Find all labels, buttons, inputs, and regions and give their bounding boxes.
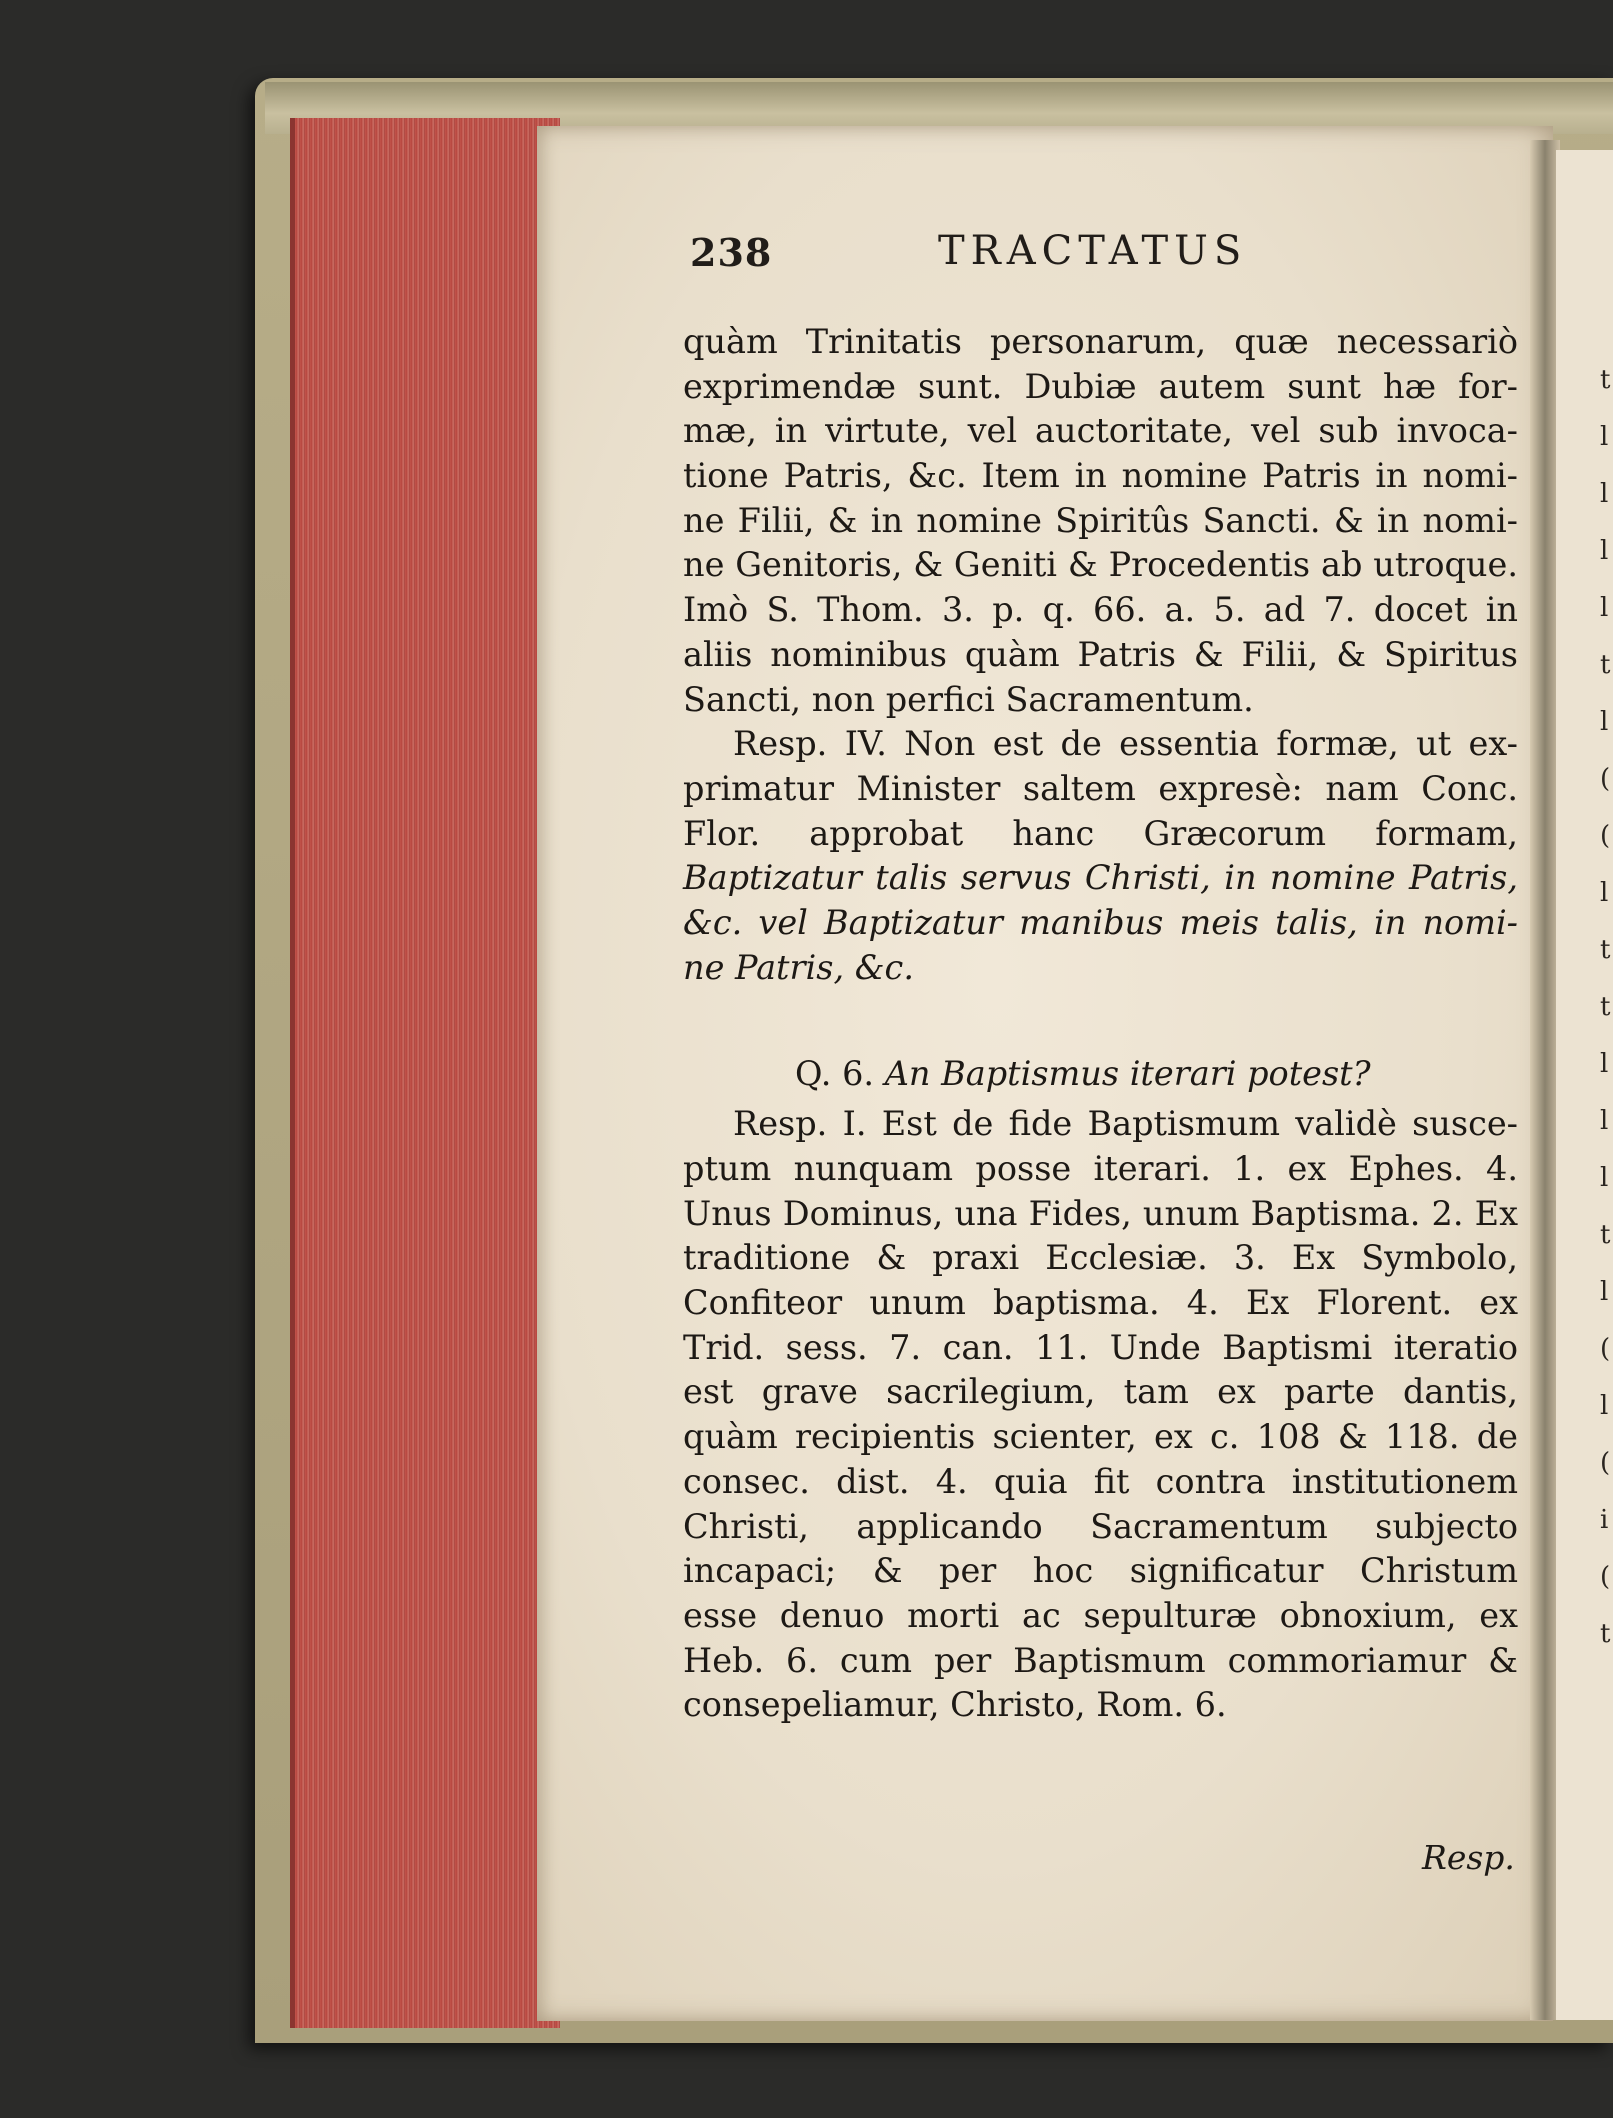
text-line: esse denuo morti ac sepulturæ obnoxium, ex [683,1595,1518,1635]
text-line: traditione & praxi Ecclesiæ. 3. Ex Symbolo, [683,1238,1518,1278]
text-line: primatur Minister saltem expresè: nam Conc. [683,768,1518,808]
edge-glyph: l [1600,1277,1609,1307]
text-line: tione Patris, &c. Item in nomine Patris in nomi- [683,456,1518,496]
page-header [690,230,1390,280]
text-line: quàm recipientis scienter, ex c. 108 & 118. de [683,1417,1518,1457]
text-line: Imò S. Thom. 3. p. q. 66. a. 5. ad 7. docet in [683,590,1518,630]
edge-glyph: ( [1600,1448,1611,1478]
text-line: Christi, applicando Sacramentum subjecto [683,1506,1518,1546]
catchword: Resp. [1422,1838,1515,1877]
edge-glyph: t [1600,935,1611,965]
text-line: ne Genitoris, & Geniti & Procedentis ab utroque. [683,545,1518,585]
edge-glyph: l [1600,707,1609,737]
edge-glyph: t [1600,365,1611,395]
text-line: &c. vel Baptizatur manibus meis talis, in nomi- [683,902,1518,942]
question-text: An Baptismus iterari potest? [884,1054,1371,1094]
text-line: Resp. IV. Non est de essentia formæ, ut ex- [733,724,1518,764]
edge-glyph: t [1600,1619,1611,1649]
text-line: Flor. approbat hanc Græcorum formam, [683,813,1518,853]
text-line: Confiteor unum baptisma. 4. Ex Florent. ex [683,1283,1518,1323]
edge-glyph: t [1600,992,1611,1022]
text-line: est grave sacrilegium, tam ex parte dantis, [683,1372,1518,1412]
edge-glyph: l [1600,878,1609,908]
text-line: Sancti, non perfici Sacramentum. [683,679,1254,719]
edge-glyph: l [1600,1106,1609,1136]
edge-glyph: l [1600,479,1609,509]
running-head: TRACTATUS [938,228,1248,274]
red-page-edges [290,118,560,2028]
edge-glyph: l [1600,536,1609,566]
text-line: quàm Trinitatis personarum, quæ necessariò [683,322,1518,361]
text-line: Trid. sess. 7. can. 11. Unde Baptismi iteratio [683,1327,1518,1367]
text-line: consec. dist. 4. quia fit contra institutionem [683,1461,1518,1501]
text-line: consepeliamur, Christo, Rom. 6. [683,1685,1227,1725]
page-number: 238 [690,230,773,275]
edge-glyph: ( [1600,821,1611,851]
edge-glyph: ( [1600,1334,1611,1364]
edge-glyph: l [1600,1049,1609,1079]
page-text [683,320,1518,1728]
edge-glyph: t [1600,1220,1611,1250]
edge-glyph: i [1600,1505,1609,1535]
question-heading [683,1052,1518,1102]
text-line: incapaci; & per hoc significatur Christum [683,1551,1518,1591]
question-label: Q. 6. [795,1054,875,1094]
text-line: aliis nominibus quàm Patris & Filii, & Spiritus [683,634,1518,674]
edge-glyph: ( [1600,1562,1611,1592]
adjacent-page-edge [1556,150,1613,2020]
edge-glyph: ( [1600,764,1611,794]
text-line: exprimendæ sunt. Dubiæ autem sunt hæ for- [683,366,1518,406]
edge-glyph: t [1600,650,1611,680]
text-line: Baptizatur talis servus Christi, in nomine Patris, [683,858,1518,898]
edge-glyph: l [1600,422,1609,452]
edge-glyph: l [1600,593,1609,623]
text-line: mæ, in virtute, vel auctoritate, vel sub invoca- [683,411,1518,451]
text-line: Heb. 6. cum per Baptismum commoriamur & [683,1640,1518,1680]
text-line: ne Filii, & in nomine Spiritûs Sancti. & in nomi- [683,500,1518,540]
text-line: ptum nunquam posse iterari. 1. ex Ephes. 4. [683,1149,1518,1188]
edge-glyph: l [1600,1163,1609,1193]
text-line: Resp. I. Est de fide Baptismum validè susce- [733,1104,1518,1144]
text-line: Unus Dominus, una Fides, unum Baptisma. 2. Ex [683,1193,1518,1233]
edge-glyph: l [1600,1391,1609,1421]
text-line: ne Patris, &c. [683,947,914,987]
